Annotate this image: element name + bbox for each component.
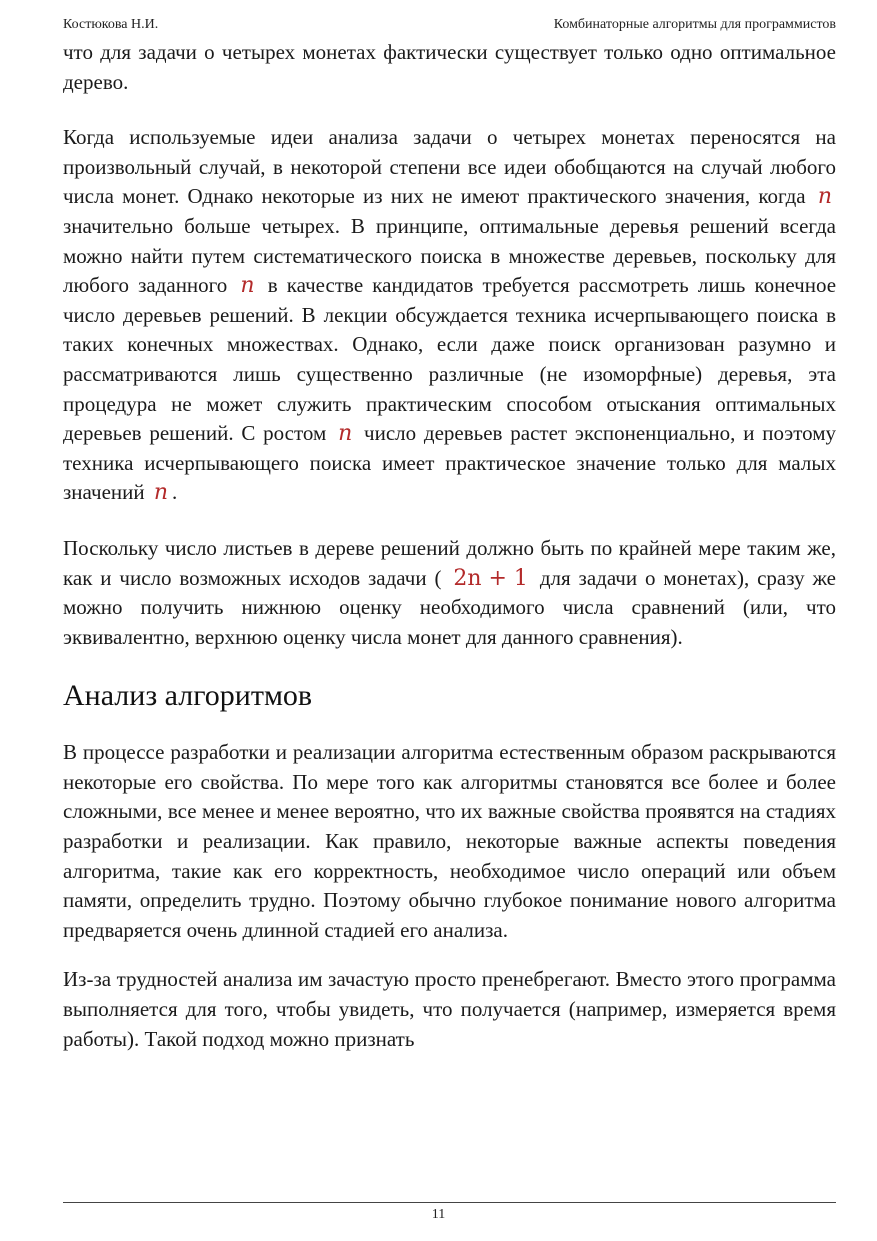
footer-divider [63, 1202, 836, 1203]
paragraph-5-text: Из-за трудностей анализа им зачастую просто пренебрегают. Вместо этого программа выполняется для того, чтобы увидеть, что получается (например, измеряется время работы). Такой подход можно признать [63, 967, 836, 1051]
paragraph-1 [63, 38, 836, 97]
section-heading: Анализ алгоритмов [63, 679, 313, 713]
paragraph-3-text-b: для задачи о монетах), сразу же можно получить нижнюю оценку необходимого числа сравнений (или, что эквивалентно, верхнюю оценку числа монет для данного сравнения). [63, 565, 837, 649]
page-body [63, 38, 836, 1054]
paragraph-3-text-a: Поскольку число листьев в дереве решений должно быть по крайней мере таким же, как и число возможных исходов задачи ( [63, 535, 836, 590]
paragraph-5 [63, 965, 836, 1054]
paragraph-2-text-e: . [172, 480, 178, 505]
paragraph-4 [63, 738, 836, 945]
math-n: n [153, 480, 169, 506]
paragraph-2-text-c: в качестве кандидатов требуется рассмотреть лишь конечное число деревьев решений. В лекции обсуждается техника исчерпывающего поиска в таких конечных множествах. Однако, если даже поиск организован разумно и рассматриваются лишь существенно различные (не изоморфные) деревья, эта процедура не может служить практическим способом отыскания оптимальных деревьев решений. С ростом [63, 273, 837, 446]
header-author: Костюкова Н.И. [63, 17, 159, 32]
paragraph-3 [63, 534, 836, 652]
paragraph-2-text-a: Когда используемые идеи анализа задачи о четырех монетах переносятся на произвольный случай, в некоторой степени все идеи обобщаются на случай любого числа монет. Однако некоторые из них не имеют практического значения, когда [63, 125, 836, 209]
paragraph-1-text: что для задачи о четырех монетах фактически существует только одно оптимальное дерево. [63, 40, 836, 94]
paragraph-2-text-b: значительно больше четырех. В принципе, оптимальные деревья решений всегда можно найти путем систематического поиска в множестве деревьев, поскольку для любого заданного [63, 213, 836, 298]
paragraph-2 [63, 123, 836, 508]
header-title: Комбинаторные алгоритмы для программистов [553, 17, 836, 32]
paragraph-4-text: В процессе разработки и реализации алгоритма естественным образом раскрываются некоторые его свойства. По мере того как алгоритмы становятся все более и более сложными, все менее и менее вероятно, что их важные свойства проявятся на стадиях разработки и реализации. Как правило, некоторые важные аспекты поведения алгоритма, такие как его корректность, необходимое число операций или объем памяти, определить трудно. Поэтому обычно глубокое понимание нового алгоритма предваряется очень длинной стадией его анализа. [63, 740, 836, 942]
page-number: 11 [431, 1207, 446, 1222]
math-n: n [338, 421, 353, 447]
math-expression: 2n + 1 [453, 565, 528, 591]
paragraph-2-text-d: число деревьев растет экспоненциально, и поэтому техника исчерпывающего поиска имеет практическое значение только для малых значений [63, 421, 837, 505]
math-n: n [240, 273, 255, 299]
math-n: n [817, 184, 832, 210]
